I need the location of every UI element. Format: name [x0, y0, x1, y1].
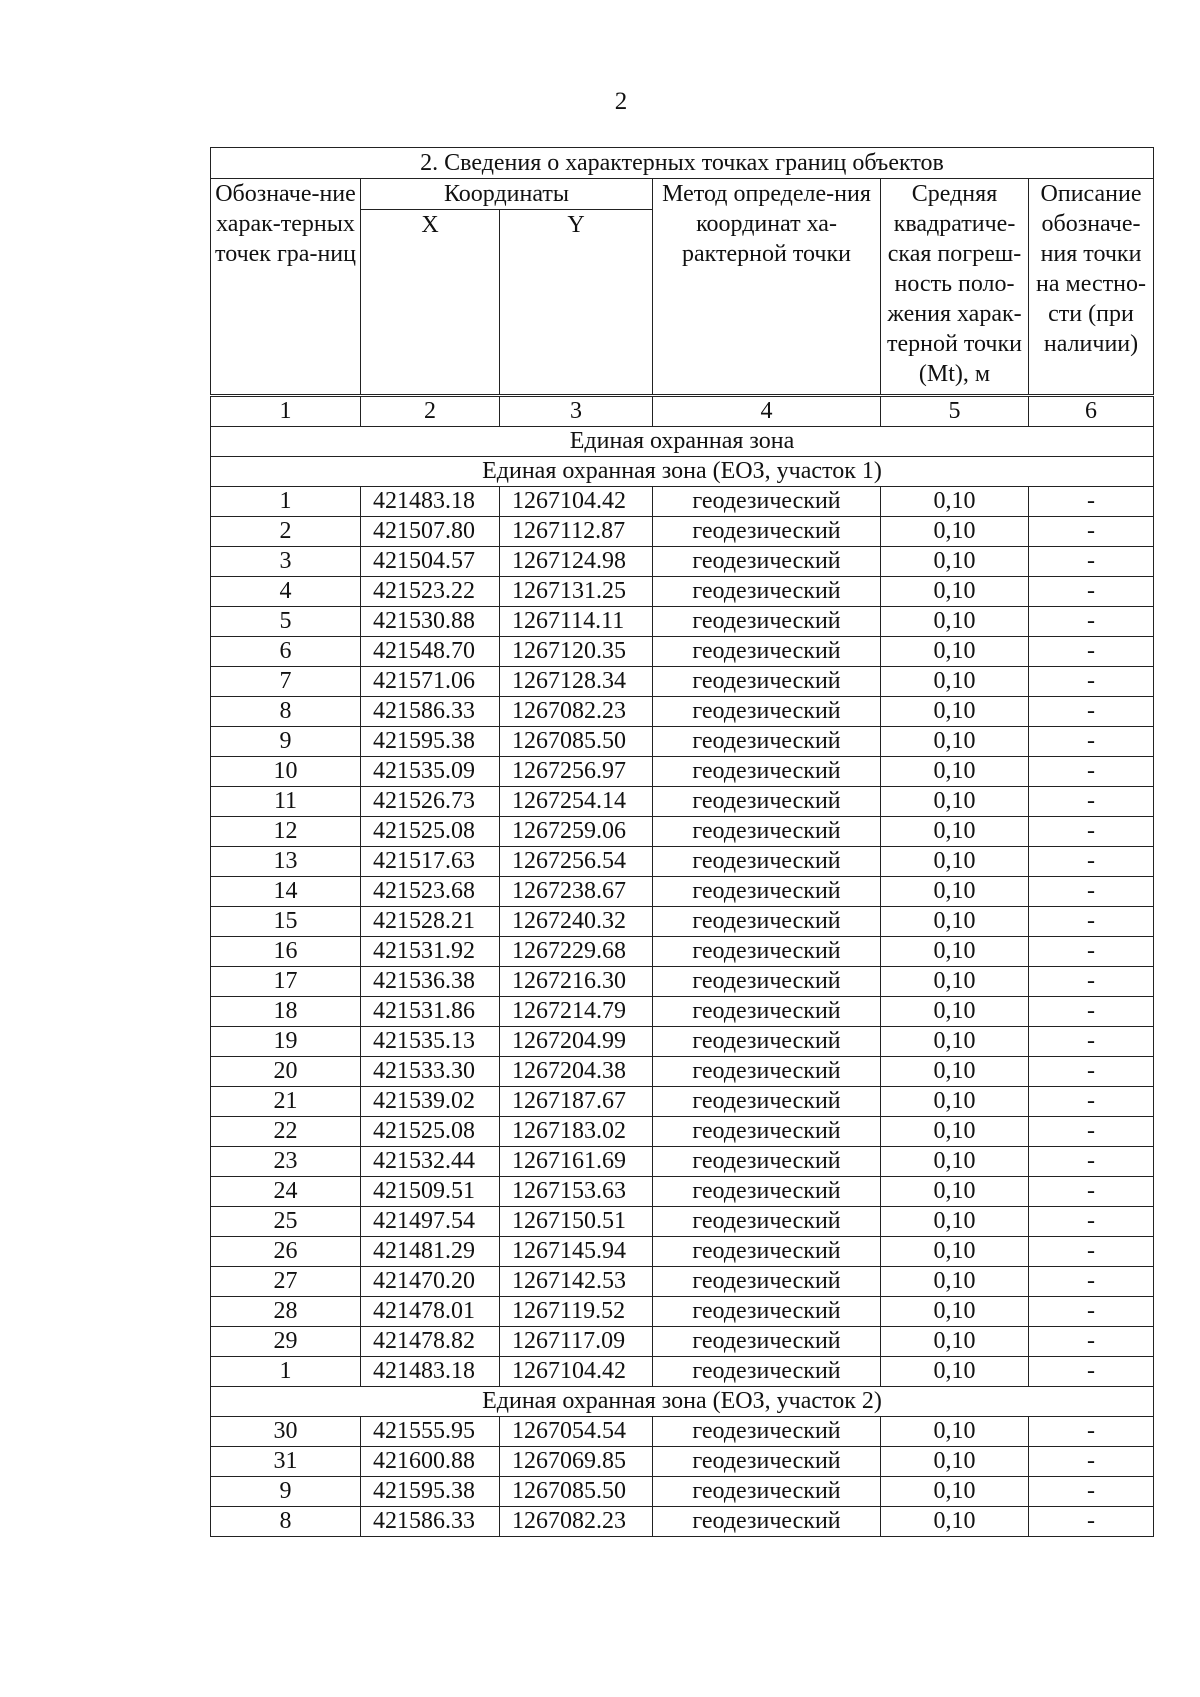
description-cell: - — [1029, 1327, 1154, 1357]
table-row — [211, 1417, 1154, 1447]
x-coordinate-cell: 421535.13 — [361, 1027, 500, 1057]
section-title: Единая охранная зона (ЕОЗ, участок 1) — [211, 457, 1154, 487]
table-row — [211, 1147, 1154, 1177]
y-coordinate-cell: 1267216.30 — [500, 967, 653, 997]
x-coordinate-cell: 421483.18 — [361, 487, 500, 517]
x-coordinate-cell: 421533.30 — [361, 1057, 500, 1087]
x-coordinate-cell: 421525.08 — [361, 1117, 500, 1147]
method-cell: геодезический — [653, 877, 881, 907]
point-number-cell: 28 — [211, 1297, 361, 1327]
table-row — [211, 1357, 1154, 1387]
table-row — [211, 787, 1154, 817]
mean-error-cell: 0,10 — [881, 1477, 1029, 1507]
column-number: 5 — [881, 396, 1029, 427]
y-coordinate-cell: 1267085.50 — [500, 1477, 653, 1507]
description-cell: - — [1029, 1207, 1154, 1237]
method-cell: геодезический — [653, 1117, 881, 1147]
y-coordinate-cell: 1267187.67 — [500, 1087, 653, 1117]
y-coordinate-cell: 1267204.38 — [500, 1057, 653, 1087]
table-row — [211, 1267, 1154, 1297]
x-coordinate-cell: 421470.20 — [361, 1267, 500, 1297]
description-cell: - — [1029, 1297, 1154, 1327]
point-number-cell: 21 — [211, 1087, 361, 1117]
description-cell: - — [1029, 1357, 1154, 1387]
mean-error-cell: 0,10 — [881, 1177, 1029, 1207]
mean-error-cell: 0,10 — [881, 577, 1029, 607]
header-mean-error: Средняя квадратиче-ская погреш-ность поло-жения харак-терной точки (Mt), м — [881, 179, 1029, 396]
y-coordinate-cell: 1267124.98 — [500, 547, 653, 577]
description-cell: - — [1029, 1507, 1154, 1537]
method-cell: геодезический — [653, 1417, 881, 1447]
point-number-cell: 14 — [211, 877, 361, 907]
table-row — [211, 1477, 1154, 1507]
header-point-designation: Обозначе-ние харак-терных точек гра-ниц — [211, 179, 361, 396]
y-coordinate-cell: 1267117.09 — [500, 1327, 653, 1357]
x-coordinate-cell: 421530.88 — [361, 607, 500, 637]
table-row — [211, 997, 1154, 1027]
mean-error-cell: 0,10 — [881, 1237, 1029, 1267]
x-coordinate-cell: 421532.44 — [361, 1147, 500, 1177]
method-cell: геодезический — [653, 1027, 881, 1057]
y-coordinate-cell: 1267204.99 — [500, 1027, 653, 1057]
point-number-cell: 29 — [211, 1327, 361, 1357]
point-number-cell: 9 — [211, 727, 361, 757]
y-coordinate-cell: 1267183.02 — [500, 1117, 653, 1147]
method-cell: геодезический — [653, 727, 881, 757]
method-cell: геодезический — [653, 1267, 881, 1297]
description-cell: - — [1029, 1477, 1154, 1507]
table-row — [211, 817, 1154, 847]
point-number-cell: 17 — [211, 967, 361, 997]
table-row — [211, 1327, 1154, 1357]
method-cell: геодезический — [653, 1207, 881, 1237]
mean-error-cell: 0,10 — [881, 1057, 1029, 1087]
method-cell: геодезический — [653, 1147, 881, 1177]
point-number-cell: 13 — [211, 847, 361, 877]
method-cell: геодезический — [653, 1357, 881, 1387]
description-cell: - — [1029, 847, 1154, 877]
table-row — [211, 1507, 1154, 1537]
point-number-cell: 26 — [211, 1237, 361, 1267]
description-cell: - — [1029, 697, 1154, 727]
description-cell: - — [1029, 967, 1154, 997]
point-number-cell: 20 — [211, 1057, 361, 1087]
point-number-cell: 8 — [211, 1507, 361, 1537]
y-coordinate-cell: 1267054.54 — [500, 1417, 653, 1447]
mean-error-cell: 0,10 — [881, 1207, 1029, 1237]
x-coordinate-cell: 421517.63 — [361, 847, 500, 877]
mean-error-cell: 0,10 — [881, 517, 1029, 547]
mean-error-cell: 0,10 — [881, 1147, 1029, 1177]
mean-error-cell: 0,10 — [881, 487, 1029, 517]
y-coordinate-cell: 1267114.11 — [500, 607, 653, 637]
y-coordinate-cell: 1267069.85 — [500, 1447, 653, 1477]
mean-error-cell: 0,10 — [881, 667, 1029, 697]
y-coordinate-cell: 1267153.63 — [500, 1177, 653, 1207]
x-coordinate-cell: 421478.01 — [361, 1297, 500, 1327]
column-number: 1 — [211, 396, 361, 427]
mean-error-cell: 0,10 — [881, 1327, 1029, 1357]
y-coordinate-cell: 1267085.50 — [500, 727, 653, 757]
mean-error-cell: 0,10 — [881, 697, 1029, 727]
method-cell: геодезический — [653, 697, 881, 727]
mean-error-cell: 0,10 — [881, 997, 1029, 1027]
mean-error-cell: 0,10 — [881, 1027, 1029, 1057]
y-coordinate-cell: 1267238.67 — [500, 877, 653, 907]
table-row — [211, 637, 1154, 667]
point-number-cell: 15 — [211, 907, 361, 937]
description-cell: - — [1029, 517, 1154, 547]
x-coordinate-cell: 421531.86 — [361, 997, 500, 1027]
x-coordinate-cell: 421507.80 — [361, 517, 500, 547]
x-coordinate-cell: 421497.54 — [361, 1207, 500, 1237]
mean-error-cell: 0,10 — [881, 1357, 1029, 1387]
section-header-row — [211, 1387, 1154, 1417]
mean-error-cell: 0,10 — [881, 907, 1029, 937]
x-coordinate-cell: 421586.33 — [361, 697, 500, 727]
point-number-cell: 2 — [211, 517, 361, 547]
method-cell: геодезический — [653, 967, 881, 997]
y-coordinate-cell: 1267082.23 — [500, 697, 653, 727]
y-coordinate-cell: 1267214.79 — [500, 997, 653, 1027]
method-cell: геодезический — [653, 787, 881, 817]
description-cell: - — [1029, 1237, 1154, 1267]
method-cell: геодезический — [653, 757, 881, 787]
point-number-cell: 22 — [211, 1117, 361, 1147]
y-coordinate-cell: 1267150.51 — [500, 1207, 653, 1237]
mean-error-cell: 0,10 — [881, 937, 1029, 967]
description-cell: - — [1029, 1087, 1154, 1117]
table-row — [211, 1447, 1154, 1477]
x-coordinate-cell: 421526.73 — [361, 787, 500, 817]
description-cell: - — [1029, 577, 1154, 607]
method-cell: геодезический — [653, 667, 881, 697]
method-cell: геодезический — [653, 487, 881, 517]
column-number: 6 — [1029, 396, 1154, 427]
header-description: Описание обозначе-ния точки на местно-сти (при наличии) — [1029, 179, 1154, 396]
x-coordinate-cell: 421481.29 — [361, 1237, 500, 1267]
table-row — [211, 1177, 1154, 1207]
section-title: Единая охранная зона (ЕОЗ, участок 2) — [211, 1387, 1154, 1417]
description-cell: - — [1029, 727, 1154, 757]
table-title: 2. Сведения о характерных точках границ объектов — [211, 148, 1154, 179]
method-cell: геодезический — [653, 907, 881, 937]
x-coordinate-cell: 421509.51 — [361, 1177, 500, 1207]
mean-error-cell: 0,10 — [881, 1297, 1029, 1327]
x-coordinate-cell: 421525.08 — [361, 817, 500, 847]
method-cell: геодезический — [653, 517, 881, 547]
method-cell: геодезический — [653, 607, 881, 637]
method-cell: геодезический — [653, 1507, 881, 1537]
y-coordinate-cell: 1267259.06 — [500, 817, 653, 847]
point-number-cell: 1 — [211, 1357, 361, 1387]
boundary-points-table — [210, 147, 1154, 1537]
point-number-cell: 7 — [211, 667, 361, 697]
description-cell: - — [1029, 1147, 1154, 1177]
table-row — [211, 967, 1154, 997]
section-header-row — [211, 457, 1154, 487]
y-coordinate-cell: 1267254.14 — [500, 787, 653, 817]
table-row — [211, 1027, 1154, 1057]
description-cell: - — [1029, 607, 1154, 637]
x-coordinate-cell: 421478.82 — [361, 1327, 500, 1357]
y-coordinate-cell: 1267142.53 — [500, 1267, 653, 1297]
x-coordinate-cell: 421536.38 — [361, 967, 500, 997]
x-coordinate-cell: 421595.38 — [361, 727, 500, 757]
point-number-cell: 25 — [211, 1207, 361, 1237]
table-row — [211, 1057, 1154, 1087]
point-number-cell: 16 — [211, 937, 361, 967]
zone-title: Единая охранная зона — [211, 427, 1154, 457]
y-coordinate-cell: 1267128.34 — [500, 667, 653, 697]
point-number-cell: 27 — [211, 1267, 361, 1297]
point-number-cell: 3 — [211, 547, 361, 577]
method-cell: геодезический — [653, 1177, 881, 1207]
x-coordinate-cell: 421483.18 — [361, 1357, 500, 1387]
table-row — [211, 1297, 1154, 1327]
x-coordinate-cell: 421571.06 — [361, 667, 500, 697]
method-cell: геодезический — [653, 997, 881, 1027]
method-cell: геодезический — [653, 937, 881, 967]
point-number-cell: 19 — [211, 1027, 361, 1057]
x-coordinate-cell: 421504.57 — [361, 547, 500, 577]
method-cell: геодезический — [653, 637, 881, 667]
mean-error-cell: 0,10 — [881, 1447, 1029, 1477]
y-coordinate-cell: 1267120.35 — [500, 637, 653, 667]
mean-error-cell: 0,10 — [881, 547, 1029, 577]
mean-error-cell: 0,10 — [881, 1267, 1029, 1297]
y-coordinate-cell: 1267161.69 — [500, 1147, 653, 1177]
x-coordinate-cell: 421535.09 — [361, 757, 500, 787]
mean-error-cell: 0,10 — [881, 1417, 1029, 1447]
description-cell: - — [1029, 637, 1154, 667]
table-row — [211, 727, 1154, 757]
table-row — [211, 487, 1154, 517]
header-x: X — [361, 210, 500, 396]
point-number-cell: 4 — [211, 577, 361, 607]
x-coordinate-cell: 421595.38 — [361, 1477, 500, 1507]
table-row — [211, 607, 1154, 637]
description-cell: - — [1029, 487, 1154, 517]
mean-error-cell: 0,10 — [881, 817, 1029, 847]
column-number: 4 — [653, 396, 881, 427]
column-number: 3 — [500, 396, 653, 427]
y-coordinate-cell: 1267131.25 — [500, 577, 653, 607]
description-cell: - — [1029, 1117, 1154, 1147]
description-cell: - — [1029, 1027, 1154, 1057]
description-cell: - — [1029, 877, 1154, 907]
point-number-cell: 31 — [211, 1447, 361, 1477]
point-number-cell: 9 — [211, 1477, 361, 1507]
header-y: Y — [500, 210, 653, 396]
mean-error-cell: 0,10 — [881, 757, 1029, 787]
description-cell: - — [1029, 667, 1154, 697]
mean-error-cell: 0,10 — [881, 1087, 1029, 1117]
description-cell: - — [1029, 997, 1154, 1027]
y-coordinate-cell: 1267240.32 — [500, 907, 653, 937]
description-cell: - — [1029, 787, 1154, 817]
method-cell: геодезический — [653, 1477, 881, 1507]
x-coordinate-cell: 421523.22 — [361, 577, 500, 607]
table-row — [211, 1087, 1154, 1117]
x-coordinate-cell: 421523.68 — [361, 877, 500, 907]
table-row — [211, 577, 1154, 607]
header-coordinates: Координаты — [361, 179, 653, 210]
description-cell: - — [1029, 1417, 1154, 1447]
x-coordinate-cell: 421539.02 — [361, 1087, 500, 1117]
method-cell: геодезический — [653, 1057, 881, 1087]
table-row — [211, 1207, 1154, 1237]
mean-error-cell: 0,10 — [881, 787, 1029, 817]
table-row — [211, 667, 1154, 697]
description-cell: - — [1029, 817, 1154, 847]
table-row — [211, 847, 1154, 877]
point-number-cell: 10 — [211, 757, 361, 787]
y-coordinate-cell: 1267256.54 — [500, 847, 653, 877]
point-number-cell: 24 — [211, 1177, 361, 1207]
table-row — [211, 757, 1154, 787]
description-cell: - — [1029, 1267, 1154, 1297]
point-number-cell: 30 — [211, 1417, 361, 1447]
description-cell: - — [1029, 1447, 1154, 1477]
table-row — [211, 877, 1154, 907]
method-cell: геодезический — [653, 1297, 881, 1327]
y-coordinate-cell: 1267119.52 — [500, 1297, 653, 1327]
mean-error-cell: 0,10 — [881, 847, 1029, 877]
method-cell: геодезический — [653, 547, 881, 577]
mean-error-cell: 0,10 — [881, 637, 1029, 667]
mean-error-cell: 0,10 — [881, 607, 1029, 637]
point-number-cell: 23 — [211, 1147, 361, 1177]
point-number-cell: 8 — [211, 697, 361, 727]
method-cell: геодезический — [653, 817, 881, 847]
method-cell: геодезический — [653, 1237, 881, 1267]
y-coordinate-cell: 1267082.23 — [500, 1507, 653, 1537]
mean-error-cell: 0,10 — [881, 727, 1029, 757]
header-method: Метод определе-ния координат ха-рактерной точки — [653, 179, 881, 396]
y-coordinate-cell: 1267112.87 — [500, 517, 653, 547]
method-cell: геодезический — [653, 1327, 881, 1357]
point-number-cell: 6 — [211, 637, 361, 667]
point-number-cell: 12 — [211, 817, 361, 847]
x-coordinate-cell: 421600.88 — [361, 1447, 500, 1477]
mean-error-cell: 0,10 — [881, 1117, 1029, 1147]
column-number: 2 — [361, 396, 500, 427]
y-coordinate-cell: 1267104.42 — [500, 1357, 653, 1387]
point-number-cell: 1 — [211, 487, 361, 517]
y-coordinate-cell: 1267229.68 — [500, 937, 653, 967]
method-cell: геодезический — [653, 1087, 881, 1117]
description-cell: - — [1029, 907, 1154, 937]
table-row — [211, 907, 1154, 937]
x-coordinate-cell: 421548.70 — [361, 637, 500, 667]
table-row — [211, 1117, 1154, 1147]
description-cell: - — [1029, 1177, 1154, 1207]
y-coordinate-cell: 1267104.42 — [500, 487, 653, 517]
point-number-cell: 18 — [211, 997, 361, 1027]
mean-error-cell: 0,10 — [881, 877, 1029, 907]
page-number: 2 — [614, 88, 628, 115]
description-cell: - — [1029, 937, 1154, 967]
x-coordinate-cell: 421531.92 — [361, 937, 500, 967]
description-cell: - — [1029, 757, 1154, 787]
table-row — [211, 697, 1154, 727]
method-cell: геодезический — [653, 1447, 881, 1477]
x-coordinate-cell: 421528.21 — [361, 907, 500, 937]
mean-error-cell: 0,10 — [881, 1507, 1029, 1537]
x-coordinate-cell: 421555.95 — [361, 1417, 500, 1447]
mean-error-cell: 0,10 — [881, 967, 1029, 997]
method-cell: геодезический — [653, 847, 881, 877]
table-row — [211, 1237, 1154, 1267]
y-coordinate-cell: 1267145.94 — [500, 1237, 653, 1267]
description-cell: - — [1029, 547, 1154, 577]
x-coordinate-cell: 421586.33 — [361, 1507, 500, 1537]
point-number-cell: 5 — [211, 607, 361, 637]
y-coordinate-cell: 1267256.97 — [500, 757, 653, 787]
description-cell: - — [1029, 1057, 1154, 1087]
table-row — [211, 547, 1154, 577]
point-number-cell: 11 — [211, 787, 361, 817]
method-cell: геодезический — [653, 577, 881, 607]
table-row — [211, 937, 1154, 967]
table-row — [211, 517, 1154, 547]
